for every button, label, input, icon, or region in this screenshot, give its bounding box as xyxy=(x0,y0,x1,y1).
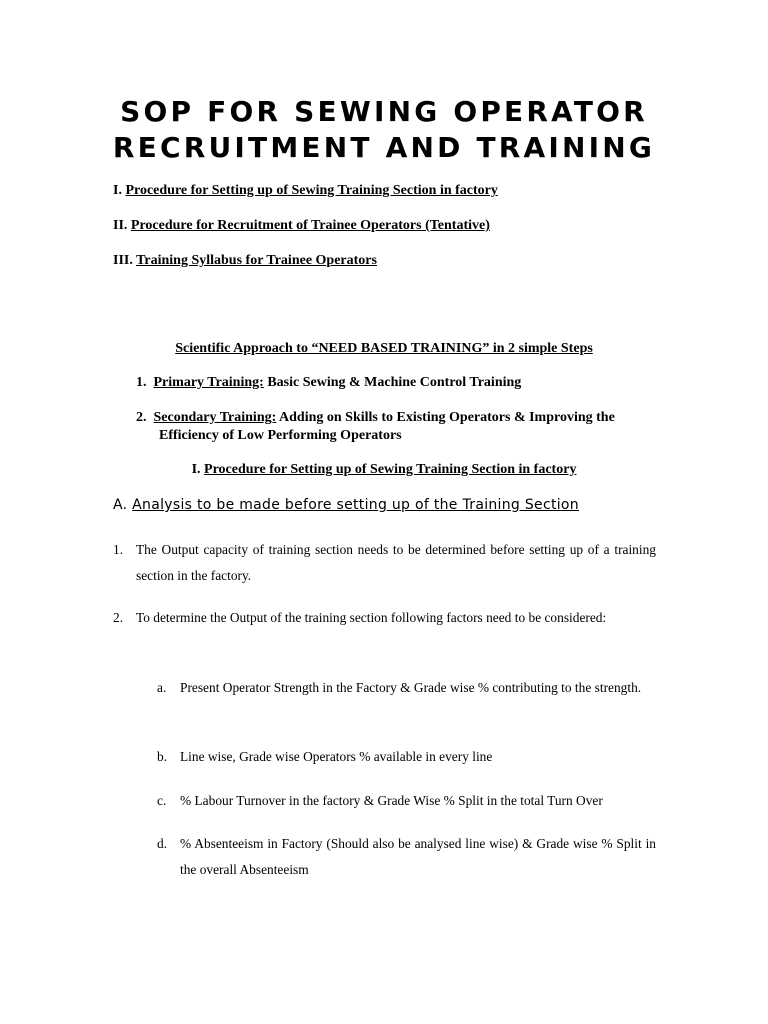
step-number: 2. xyxy=(136,410,147,425)
factor-a xyxy=(157,675,656,701)
approach-heading: Scientific Approach to “NEED BASED TRAINING” in 2 simple Steps xyxy=(175,341,593,356)
step-number: 1. xyxy=(136,375,147,390)
toc-item-number: II. xyxy=(113,218,131,233)
factor-letter: c. xyxy=(157,793,167,808)
paragraph-text: To determine the Output of the training section following factors need to be considered: xyxy=(136,610,607,625)
analysis-subheading xyxy=(113,496,579,514)
toc-item-text: Procedure for Recruitment of Trainee Operators (Tentative) xyxy=(130,218,490,233)
step-label: Secondary Training: xyxy=(153,410,277,425)
step-text: Basic Sewing & Machine Control Training xyxy=(263,375,522,390)
step-label: Primary Training: xyxy=(153,375,264,390)
analysis-letter: A. xyxy=(113,497,133,513)
factor-text: Present Operator Strength in the Factory & Grade wise % contributing to the strength. xyxy=(180,680,642,695)
factor-d xyxy=(157,831,656,883)
step-1 xyxy=(136,374,666,392)
factor-letter: a. xyxy=(157,680,167,695)
document-title-line-1: SOP FOR SEWING OPERATOR xyxy=(120,95,648,128)
paragraph-number: 2. xyxy=(113,610,124,625)
factor-letter: b. xyxy=(157,749,168,764)
factor-text: % Absenteeism in Factory (Should also be analysed line wise) & Grade wise % Split in the overall Absenteeism xyxy=(180,836,656,877)
section-heading-text: Procedure for Setting up of Sewing Training Section in factory xyxy=(204,462,577,477)
paragraph-text: The Output capacity of training section needs to be determined before setting up of a training section in the factory. xyxy=(136,542,656,583)
section-heading-number: I. xyxy=(191,462,205,477)
toc-item-number: I. xyxy=(113,183,126,198)
analysis-text: Analysis to be made before setting up of the Training Section xyxy=(132,497,579,513)
factor-letter: d. xyxy=(157,836,168,851)
section-heading xyxy=(0,461,768,479)
step-text-continued: Efficiency of Low Performing Operators xyxy=(159,428,402,443)
factor-c xyxy=(157,788,656,814)
toc-item-3 xyxy=(113,252,377,270)
toc-item-1 xyxy=(113,182,498,200)
step-text: Adding on Skills to Existing Operators & Improving the xyxy=(276,410,615,425)
document-title-line-2: RECRUITMENT AND TRAINING xyxy=(112,131,656,164)
toc-item-2 xyxy=(113,217,490,235)
factor-b xyxy=(157,744,656,770)
step-2 xyxy=(136,409,666,445)
paragraph-1 xyxy=(113,537,656,589)
factor-text: Line wise, Grade wise Operators % available in every line xyxy=(180,749,493,764)
toc-item-text: Training Syllabus for Trainee Operators xyxy=(136,253,377,268)
toc-item-number: III. xyxy=(113,253,137,268)
paragraph-number: 1. xyxy=(113,542,124,557)
factor-text: % Labour Turnover in the factory & Grade Wise % Split in the total Turn Over xyxy=(180,793,603,808)
toc-item-text: Procedure for Setting up of Sewing Training Section in factory xyxy=(125,183,498,198)
paragraph-2 xyxy=(113,605,656,631)
